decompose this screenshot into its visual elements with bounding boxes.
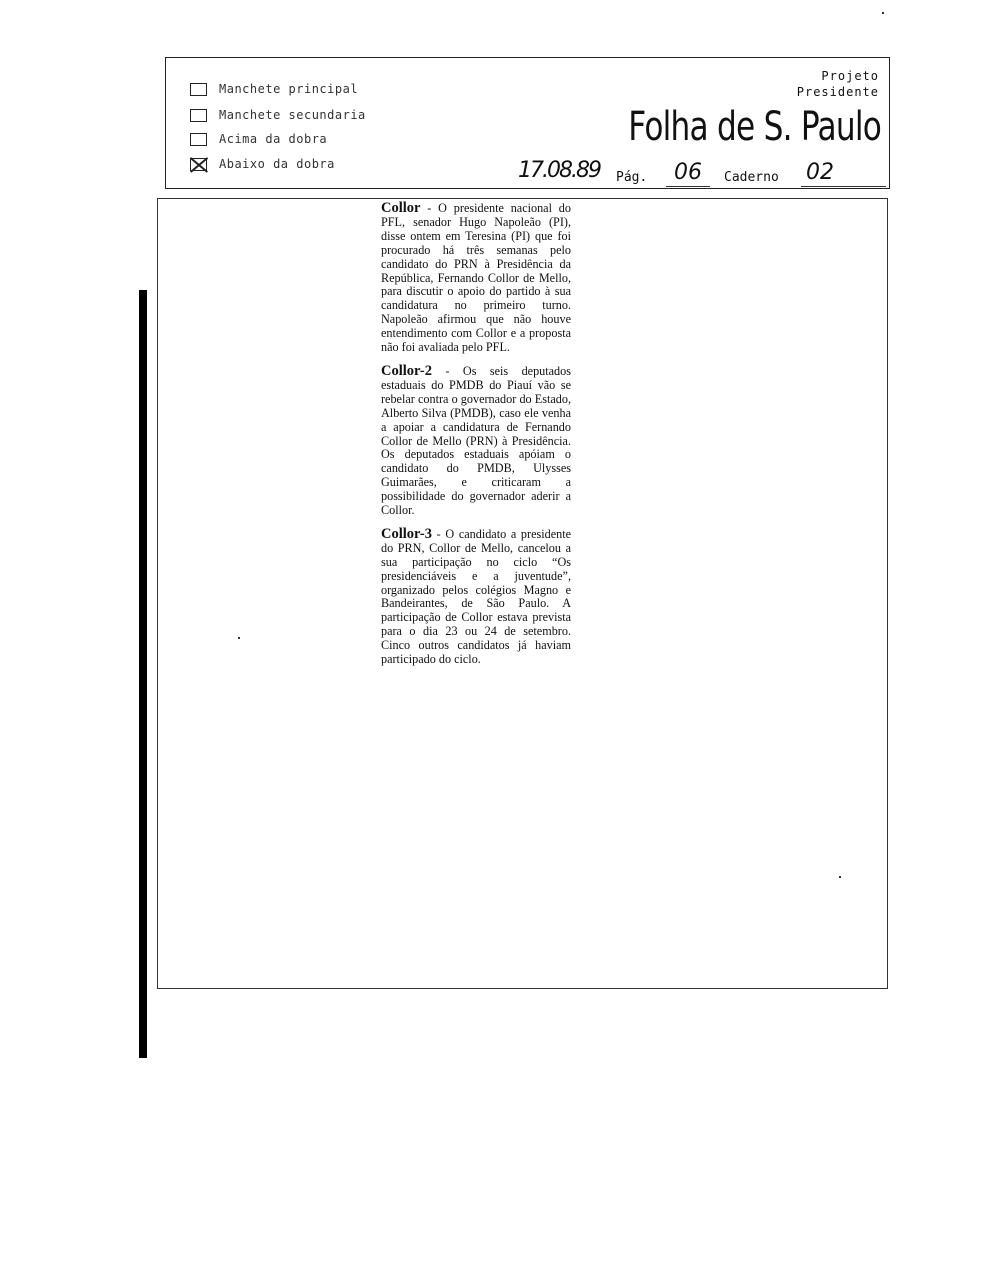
scan-speck [839, 876, 841, 878]
checkbox-label: Manchete principal [219, 82, 359, 96]
article-collor-3 [381, 525, 571, 667]
checkbox-manchete-secundaria[interactable] [190, 109, 207, 122]
article-collor-2 [381, 362, 571, 518]
checkbox-label: Manchete secundaria [219, 108, 366, 122]
caderno-underline [801, 186, 886, 187]
article-title: Collor-3 [381, 525, 433, 542]
newspaper-masthead: Folha de S. Paulo [628, 104, 881, 150]
checkbox-label: Acima da dobra [219, 132, 328, 146]
checkbox-row-manchete-secundaria[interactable] [190, 106, 366, 124]
page-underline [666, 186, 710, 187]
checkbox-label: Abaixo da dobra [219, 157, 335, 171]
checkbox-manchete-principal[interactable] [190, 83, 207, 96]
date-value: 17.08.89 [518, 158, 600, 183]
checkbox-abaixo-da-dobra-checked[interactable] [190, 158, 207, 171]
article-text: - O presidente nacional do PFL, senador Hugo Napoleão (PI), disse ontem em Teresina (PI) que foi procurado há três semanas pelo candidato do PRN à Presidência da República, Fernando Collor de Mello, para discutir o apoio do partido à sua candidatura no primeiro turno. Napoleão afirmou que não houve entendimento com Collor e a proposta não foi avaliada pelo PFL. [381, 201, 571, 355]
article-text: - Os seis deputados estaduais do PMDB do Piauí vão se rebelar contra o governador do Estado, Alberto Silva (PMDB), caso ele venha a apoiar a candidatura de Fernando Collor de Mello (PRN) à Presidência. Os deputados estaduais apóiam o candidato do PMDB, Ulysses Guimarães, e criticaram a possibilidade do governador aderir a Collor. [381, 363, 571, 518]
project-line-1: Projeto [821, 69, 879, 83]
checkbox-acima-da-dobra[interactable] [190, 133, 207, 146]
scan-edge-bar [139, 290, 147, 1058]
page-label: Pág. [616, 170, 648, 185]
caderno-value: 02 [806, 160, 834, 185]
article-title: Collor-2 [381, 362, 433, 379]
caderno-label: Caderno [724, 170, 779, 185]
article-column [381, 202, 571, 677]
clipping-meta [516, 156, 886, 186]
clipping-header [165, 57, 890, 189]
project-label [797, 68, 879, 100]
scan-speck [238, 637, 240, 639]
page-value: 06 [674, 160, 702, 185]
article-text: - O candidato a presidente do PRN, Collor de Mello, cancelou a sua participação no ciclo “Os presidenciáveis e a juventude”, organizado pelos colégios Magno e Bandeirantes, de São Paulo. A participação de Collor estava prevista para o dia 23 ou 24 de setembro. Cinco outros candidatos já haviam participado do ciclo. [381, 526, 571, 667]
checkbox-row-manchete-principal[interactable] [190, 80, 358, 98]
article-collor [381, 202, 571, 355]
checkbox-row-abaixo-da-dobra[interactable] [190, 155, 335, 173]
checkbox-row-acima-da-dobra[interactable] [190, 130, 327, 148]
scan-speck [882, 12, 884, 14]
project-line-2: Presidente [796, 85, 879, 99]
article-title: Collor [381, 200, 421, 216]
